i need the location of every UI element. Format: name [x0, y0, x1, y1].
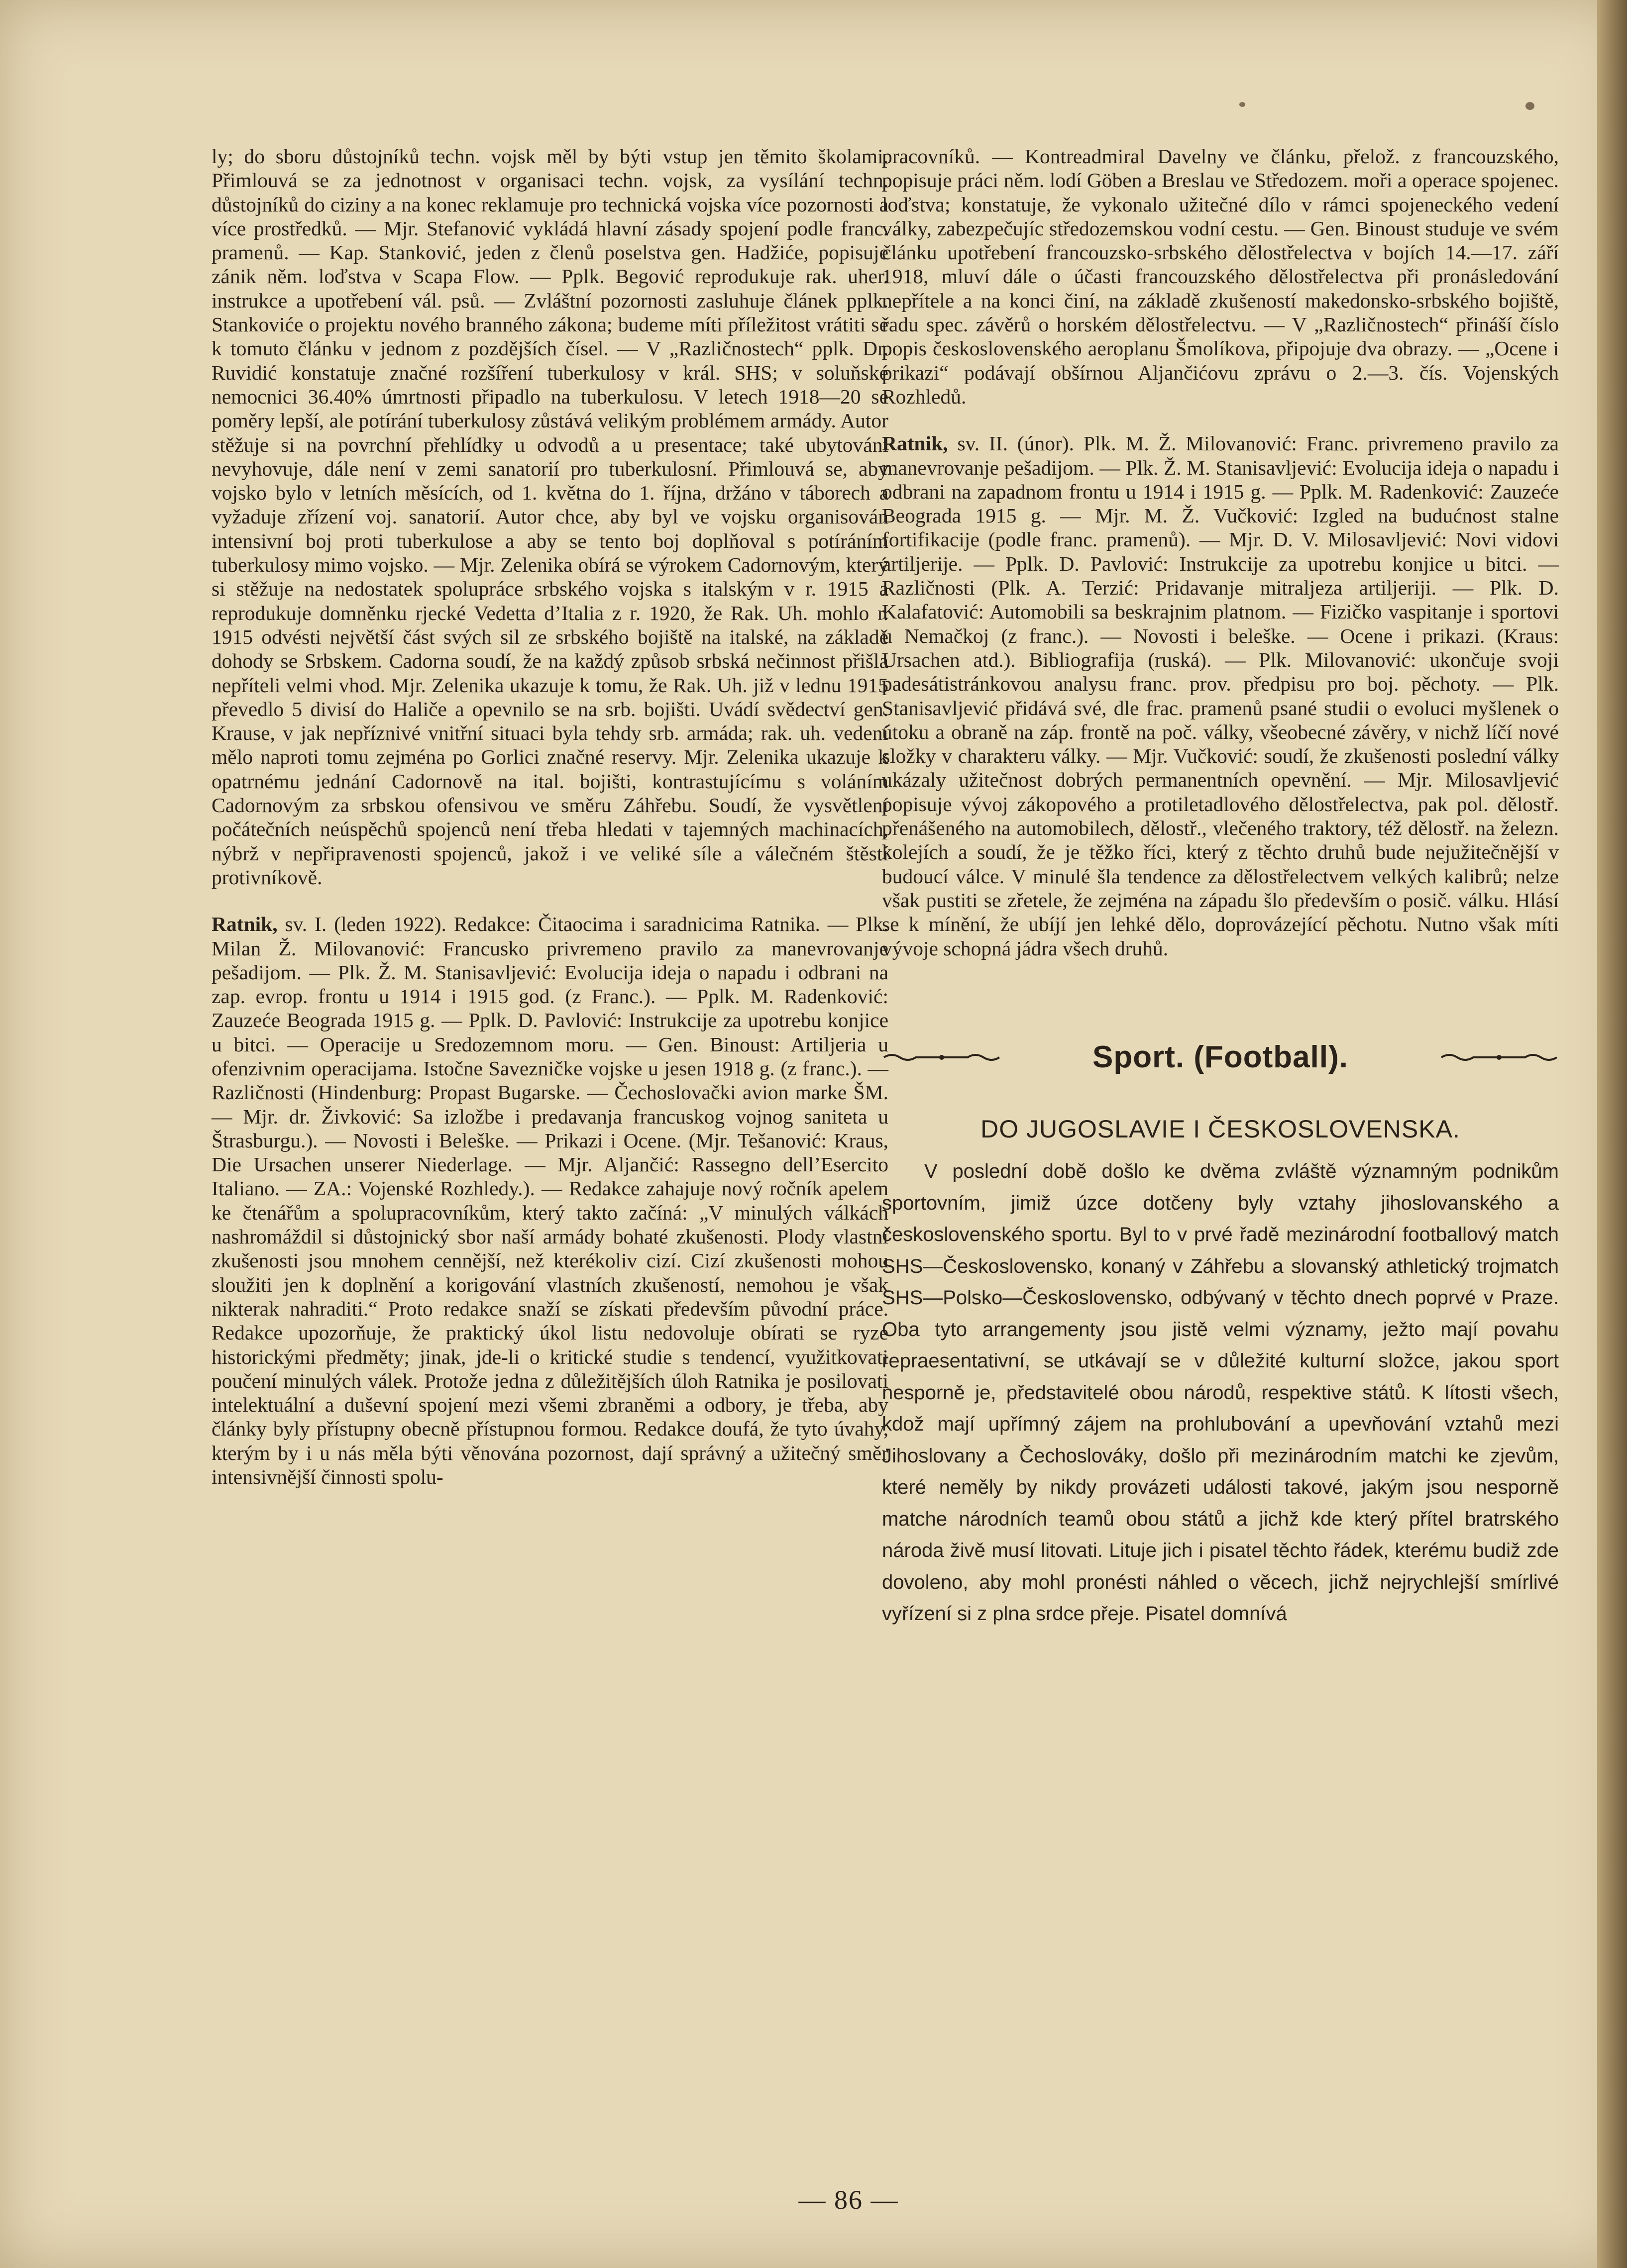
article-body: V poslední době došlo ke dvěma zvláště významným podnikům sportovním, jimiž úzce dotčeny byly vztahy jihoslovanského a československého sportu. Byl to v prvé řadě mezinárodní footballový match SHS—Československo, konaný v Záhřebu a slovanský athletický trojmatch SHS—Polsko—Československo, odbývaný v těchto dnech poprvé v Praze. Oba tyto arrangementy jsou jistě velmi významy, ježto mají povahu repraesentativní, se utkávají se v důležité kulturní složce, jakou sport nesporně je, představitelé obou národů, respektive států. K lítosti všech, kdož mají upřímný zájem na prohlubování a upevňování vztahů mezi Jihoslovany a Čechoslováky, došlo při mezinárodním matchi ke zjevům, které neměly by nikdy provázeti události takové, jakým jsou nesporně matche národních teamů obou států a jichž kde který přítel bratrského národa živě musí litovati. Lituje jich i pisatel těchto řádek, kterému budiž zde dovoleno, aby mohl pronésti náhled o věcech, jichž nejrychlejší smírlivé vyřízení si z plna srdce přeje. Pisatel domnívá [882, 1160, 1559, 1625]
article-title: DO JUGOSLAVIE I ČESKOSLOVENSKA. [980, 1115, 1460, 1143]
paper-speck [1239, 102, 1245, 107]
left-ornament-icon [882, 1051, 1001, 1063]
ratnik-vol1-runin: Ratnik, [212, 913, 278, 936]
left-column [212, 144, 888, 1489]
right-ornament-icon [1439, 1051, 1559, 1063]
right-paragraph-continuation: pracovníků. — Kontreadmiral Davelny ve článku, přelož. z francouzského, popisuje práci něm. lodí Göben a Breslau ve Středozem. moři a operace spojenec. loďstva; konstatuje, že vykonalo užitečné dílo v rámci spojeneckého vedení války, zabezpečujíc středozemskou vodní cestu. — Gen. Binoust studuje ve svém článku upotřebení francouzsko-srbského dělostřelectva v bojích 14.—17. září 1918, mluví dále o účasti francouzského dělostřelectva při pronásledování nepřítele a na konci činí, na základě zkušeností makedonsko-srbského bojiště, řadu spec. závěrů o horském dělostřelectvu. — V „Različnostech“ přináší číslo popis československého aeroplanu Šmolíkova, připojuje dva obrazy. — „Ocene i prikazi“ podávají obšírnou Aljančićovu zprávu o 2.—3. čís. Vojenských Rozhledů. [882, 145, 1559, 408]
paper-speck [1525, 102, 1534, 110]
page-number: — 86 — [798, 2185, 899, 2215]
ratnik-vol1-review [212, 912, 888, 1489]
right-column [882, 144, 1559, 1630]
ratnik-vol2-review [882, 431, 1559, 960]
ratnik-vol2-text: sv. II. (únor). Plk. M. Ž. Milovanović: Franc. privremeno pravilo za manevrovanje pešadijom. — Plk. Ž. M. Stanisavljević: Evolucija ideja o napadu i odbrani na zapadnom frontu u 1914 i 1915 g. — Pplk. M. Radenković: Zauzeće Beograda 1915 g. — Mjr. M. Ž. Vučković: Izgled na budućnost stalne fortifikacije (podle franc. pramenů). — Mjr. D. V. Milosavljević: Novi vidovi artiljerije. — Pplk. D. Pavlović: Instrukcije za upotrebu konjice u bitci. — Različnosti (Plk. A. Terzić: Pridavanje mitraljeza artiljeriji. — Plk. D. Kalafatović: Automobili sa beskrajnim platnom. — Fizičko vaspitanje i sportovi u Nemačkoj (z franc.). — Novosti i beleške. — Ocene i prikazi. (Kraus: Ursachen atd.). Bibliografija (ruská). — Plk. Milovanović: ukončuje svoji padesátistránkovou analysu franc. prov. předpisu pro boj. pěchoty. — Plk. Stanisavljević přidává své, dle frac. pramenů psané studii o evoluci myšlenek o útoku a obraně na záp. frontě na poč. války, všeobecné závěry, v nichž líčí nové složky v charakteru války. — Mjr. Vučković: soudí, že zkušenosti poslední války ukázaly užitečnost dobrých permanentních opevnění. — Mjr. Milosavljević popisuje vývoj zákopového a protiletadlového dělostřelectva, pak pol. dělostř. přenášeného na automobilech, dělostř., vlečeného traktory, též dělostř. na železn. kolejích a soudí, že je těžko říci, který z těchto druhů bude nejužitečnější v budoucí válce. V minulé šla tendence za dělostřelectvem velkých kalibrů; nelze však pustiti se zřetele, že zejména na západu šlo především o posič. válku. Hlásí se k mínění, že ubíjí jen lehké dělo, doprovázející pěchotu. Nutno však míti vývoje schopná jádra všech druhů. [882, 432, 1559, 960]
sport-section-header [882, 1035, 1559, 1080]
book-binding-edge [1597, 0, 1627, 2268]
ratnik-vol1-text: sv. I. (leden 1922). Redakce: Čitaocima i saradnicima Ratnika. — Plk. Milan Ž. Milovanović: Francusko privremeno pravilo za manevrovanje pešadijom. — Plk. Ž. M. Stanisavljević: Evolucija ideja o napadu i odbrani na zap. evrop. frontu u 1914 i 1915 god. (z Franc.). — Pplk. M. Radenković: Zauzeće Beograda 1915 g. — Pplk. D. Pavlović: Instrukcije za upotrebu konjice u bitci. — Operacije u Sredozemnom moru. — Gen. Binoust: Artiljeria u ofenzivnim operacijama. Istočne Savezničke vojske u jesen 1918 g. (z franc.). — Različnosti (Hindenburg: Propast Bugarske. — Čechoslovački avion marke ŠM. — Mjr. dr. Živković: Sa izložbe i predavanja francuskog vojnog saniteta u Štrasburgu.). — Novosti i Beleške. — Prikazi i Ocene. (Mjr. Tešanović: Kraus, Die Ursachen unserer Niederlage. — Mjr. Aljančić: Rassegno dell’Esercito Italiano. — ZA.: Vojenské Rozhledy.). — Redakce zahajuje nový ročník apelem ke čtenářům a spolupracovníkům, který takto začíná: „V minulých válkách nashromáždil si důstojnický sbor naší armády bohaté zkušenosti. Plody vlastní zkušenosti jsou mnohem cennější, než kterékoliv cizí. Cizí zkušenosti mohou sloužiti jen k doplnění a korigování vlastních zkušeností, nemohou je však nikterak nahraditi.“ Proto redakce snaží se získati především původní práce. Redakce upozorňuje, že praktický úkol listu nedovoluje obírati se ryze historickými předměty; jinak, jde-li o kritické studie s tendencí, využitkovati poučení minulých válek. Protože jedna z důležitějších úloh Ratnika je posilovati intelektuální a duševní spojení mezi všemi zbraněmi a odbory, je třeba, aby články byly přístupny obecně přístupnou formou. Redakce doufá, že tyto úvahy, kterým by i u nás měla býti věnována pozornost, dají správný a užitečný směr intensivnější činnosti spolu- [212, 913, 888, 1489]
ratnik-vol2-runin: Ratnik, [882, 432, 948, 455]
sport-heading: Sport. (Football). [1092, 1039, 1348, 1074]
left-paragraph-continuation: ly; do sboru důstojníků techn. vojsk měl by býti vstup jen těmito školami. Přimlouvá se za jednotnost v organisaci techn. vojsk, za vysílání techn. důstojníků do ciziny a na konec reklamuje pro technická vojska více pozornosti a více prostředků. — Mjr. Stefanović vykládá hlavní zásady spojení podle franc. pramenů. — Kap. Stanković, jeden z členů poselstva gen. Hadžiće, popisuje zánik něm. loďstva v Scapa Flow. — Pplk. Begović reprodukuje rak. uher. instrukce a upotřebení vál. psů. — Zvláštní pozornosti zasluhuje článek pplk. Stankoviće o projektu nového branného zákona; budeme míti příležitost vrátiti se k tomuto článku v jednom z pozdějších čísel. — V „Različnostech“ pplk. Dr. Ruvidić konstatuje značné rozšíření tuberkulosy v král. SHS; v soluňské nemocnici 36.40% úmrtnosti připadlo na tuberkulosu. V letech 1918—20 se poměry lepší, ale potírání tuberkulosy zůstává velikým problémem armády. Autor stěžuje si na povrchní přehlídky u odvodů a u presentace; také ubytování nevyhovuje, dále není v zemi sanatorií pro tuberkulosní. Přimlouvá se, aby vojsko bylo v letních měsících, od 1. května do 1. října, držáno v táborech a vyžaduje zřízení voj. sanatorií. Autor chce, aby byl ve vojsku organisován intensivní boj proti tuberkulose a aby se tento boj doplňoval s potíráním tuberkulosy mimo vojsko. — Mjr. Zelenika obírá se výrokem Cadornovým, který si stěžuje na nedostatek spolupráce srbského vojska s italským v r. 1915 a reprodukuje domněnku rjecké Vedetta d’Italia z r. 1920, že Rak. Uh. mohlo r. 1915 odvésti největší část svých sil ze srbského bojiště na italské, na základě dohody se Srbskem. Cadorna soudí, že na každý způsob srbská nečinnost přišla nepříteli velmi vhod. Mjr. Zelenika ukazuje k tomu, že Rak. Uh. již v lednu 1915 převedlo 5 divisí do Haliče a opevnilo se na srb. bojišti. Uvádí svědectví gen. Krause, v jak nepříznivé vnitřní situaci byla tehdy srb. armáda; rak. uh. vedení mělo naproti tomu zejména po Gorlici značné reservy. Mjr. Zelenika ukazuje k opatrnému jednání Cadornově na ital. bojišti, kontrastujícímu s voláním Cadornovým za srbskou ofensivou ve směru Záhřebu. Soudí, že vysvětlení počátečních neúspěchů spojenců není třeba hledati v tajemných machinacích, nýbrž v nepřipravenosti spojenců, jakož i ve veliké síle a válečném štěstí protivníkově. [212, 145, 888, 889]
